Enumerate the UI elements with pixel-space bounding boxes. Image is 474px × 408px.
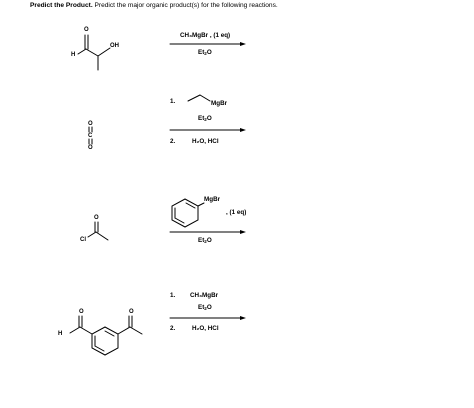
r3-solvent-o: O bbox=[206, 237, 212, 244]
r4-molecule-bonds bbox=[70, 316, 142, 355]
r3-arrowhead bbox=[240, 230, 246, 234]
r2-solvent-o: O bbox=[206, 115, 212, 122]
r1-atom-h: H bbox=[71, 52, 76, 58]
r3-solvent bbox=[198, 238, 212, 245]
r4-step2-number: 2. bbox=[170, 325, 176, 332]
r2-step1-solvent bbox=[198, 116, 212, 123]
instructions-text: Predict the major organic product(s) for the following reactions. bbox=[92, 2, 278, 9]
r2-atom-o-top: O bbox=[88, 121, 93, 127]
r1-solvent-o: O bbox=[206, 49, 212, 56]
r3-atom-cl: Cl bbox=[80, 237, 86, 243]
r3-reagent-mgbr: MgBr bbox=[204, 196, 221, 203]
r4-atom-o-ketone: O bbox=[129, 309, 134, 315]
r4-step1-number: 1. bbox=[170, 292, 176, 299]
r4-step2-reagent: H₂O, HCl bbox=[192, 325, 219, 332]
r3-reagent-eq: , (1 eq) bbox=[226, 209, 247, 216]
r4-solvent-sub: 2 bbox=[204, 306, 207, 311]
r1-atom-oh: OH bbox=[110, 43, 119, 49]
r1-molecule-bonds bbox=[78, 35, 110, 70]
r3-molecule-bonds bbox=[88, 222, 108, 240]
r4-atom-o-aldehyde: O bbox=[79, 309, 84, 315]
r3-benzene-bonds bbox=[172, 199, 204, 227]
r1-solvent-sub: 2 bbox=[204, 51, 207, 56]
r1-atom-o: O bbox=[84, 27, 89, 33]
r3-solvent-sub: 2 bbox=[204, 239, 207, 244]
r4-solvent-o: O bbox=[206, 304, 212, 311]
r2-atom-c: C bbox=[88, 133, 93, 139]
r1-solvent-main: Et bbox=[198, 49, 205, 56]
r2-arrowhead bbox=[240, 128, 246, 132]
r4-step1-solvent bbox=[198, 305, 212, 312]
r2-step1-reagent: MgBr bbox=[211, 100, 228, 107]
r2-step2-number: 2. bbox=[170, 138, 176, 145]
r2-step2-reagent: H₂O, HCl bbox=[192, 138, 219, 145]
instructions-title: Predict the Product. bbox=[30, 2, 93, 9]
r2-step1-number: 1. bbox=[170, 98, 176, 105]
r2-ethyl-bonds bbox=[188, 95, 210, 101]
r3-solvent-main: Et bbox=[198, 237, 205, 244]
r2-atom-o-bottom: O bbox=[88, 145, 93, 151]
r3-atom-o: O bbox=[94, 215, 99, 221]
r4-step1-reagent: CH₃MgBr bbox=[190, 292, 219, 299]
r4-solvent-main: Et bbox=[198, 304, 205, 311]
r1-reagent: CH₃MgBr , (1 eq) bbox=[180, 32, 231, 39]
r2-solvent-main: Et bbox=[198, 115, 205, 122]
r1-arrowhead bbox=[240, 42, 246, 46]
r4-arrowhead bbox=[240, 316, 246, 320]
r4-atom-h: H bbox=[58, 331, 63, 337]
r2-solvent-sub: 2 bbox=[204, 117, 207, 122]
r1-solvent bbox=[198, 50, 212, 57]
